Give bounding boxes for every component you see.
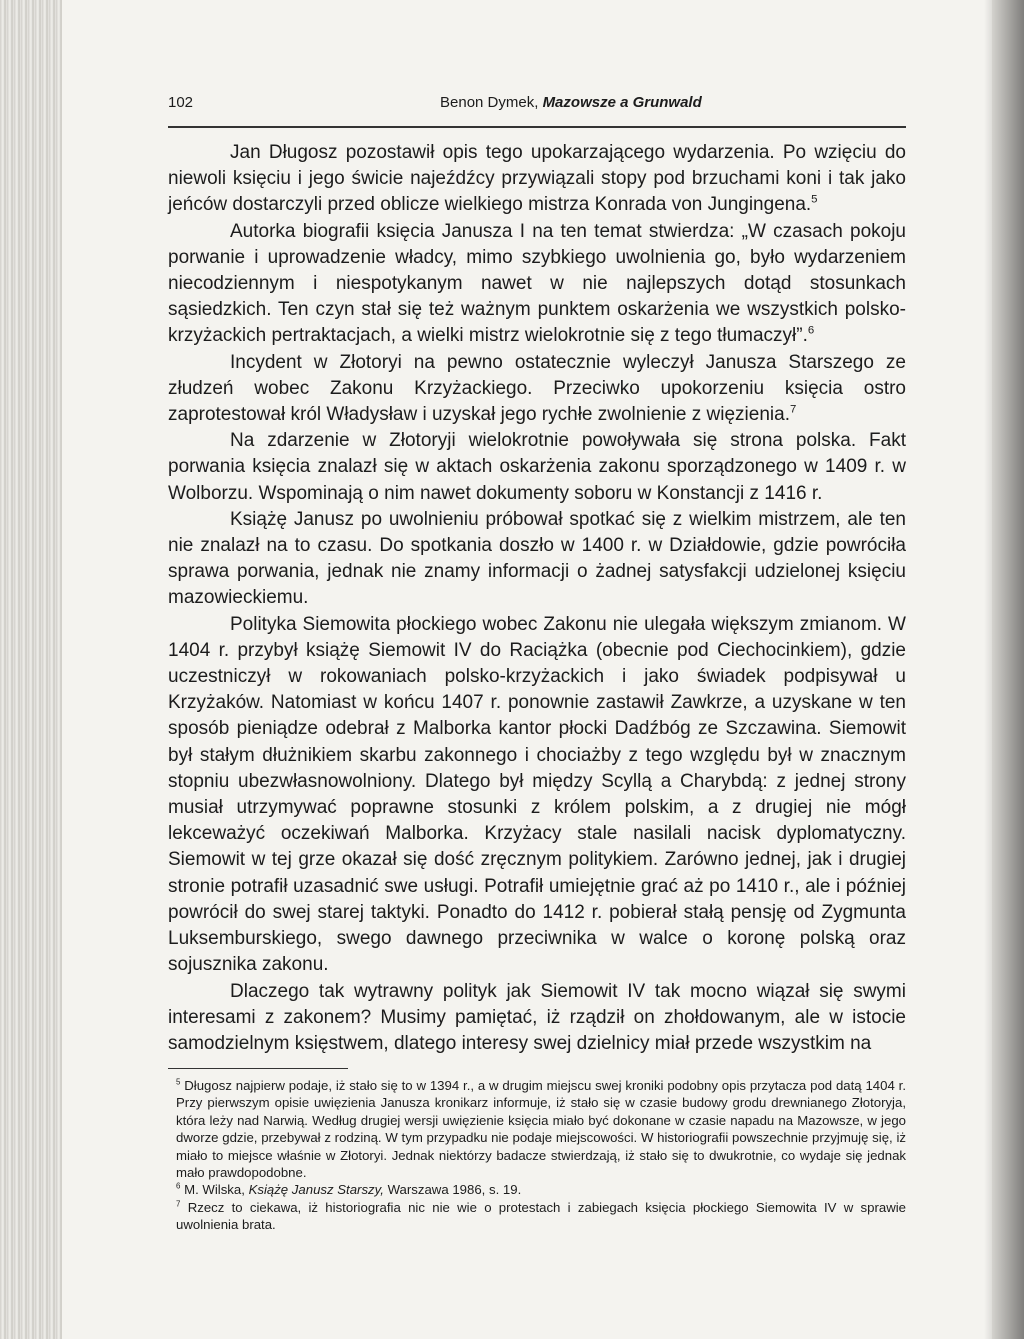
header-work-title: Mazowsze a Grunwald: [542, 94, 702, 111]
paragraph: Dlaczego tak wytrawny polityk jak Siemowit IV tak mocno wiązał się swymi interesami z zakonem? Musimy pamiętać, iż rządził on zhołdowanym, ale w istocie samodzielnym księstwem, dlatego interesy swej dzielnicy miał przede wszystkim na: [168, 980, 906, 1054]
footnote-6: $^6$ M. Wilska, Książę Janusz Starszy, Warszawa 1986, s. 19.: [176, 1182, 522, 1198]
footnote-number: 7: [176, 1199, 181, 1209]
paragraph: Jan Długosz pozostawił opis tego upokarzającego wydarzenia. Po wzięciu do niewoli księciu i jego świcie najeźdźcy przywiązali stopy pod brzuchami koni i tak jako jeńców dostarczyli przed oblicze wielkiego mistrza Konrada von Jungingena.$^5$: [168, 142, 906, 216]
gutter-shadow: [984, 0, 1024, 1339]
footnote-number: 5: [176, 1077, 181, 1087]
footnote-5: $^5$ Długosz najpierw podaje, iż stało się to w 1394 r., a w drugim miejscu swej kroniki podobny opis przytacza pod datą 1404 r. Przy pierwszym opisie uwięzienia Janusza kronikarz informuje, iż stało się w czasie budowy grodu drewnianego Złotoryja, która leży nad Narwią. Według drugiej wersji uwięzienie księcia miało być dokonane w czasie napadu na Mazowsze, w jego dworze gdzie, przebywał z rodziną. W tym przypadku nie podaje miejscowości. W historiografii powszechnie przyjmuję się, iż miało to miejsce właśnie w Złotoryi. Jednak niektórzy badacze stwierdzają, iż stało się to dwukrotnie, co wydaje się jednak mało prawdopodobne.: [176, 1077, 906, 1181]
footnote-rule: [168, 1068, 348, 1069]
paragraph: Autorka biografii księcia Janusza I na ten temat stwierdza: „W czasach pokoju porwanie i uprowadzenie władcy, mimo szybkiego uwolnienia go, było wydarzeniem niecodziennym i niespotykanym nawet w nie najlepszych dotąd stosunkach sąsiedzkich. Ten czyn stał się też ważnym punktem oskarżenia we wszystkich polsko-krzyżackich pertraktacjach, a wielki mistrz wielokrotnie się z tego tłumaczył”.$^6$: [168, 220, 906, 347]
paragraph: Książę Janusz po uwolnieniu próbował spotkać się z wielkim mistrzem, ale ten nie znalazł na to czasu. Do spotkania doszło w 1400 r. w Działdowie, gdzie powróciła sprawa porwania, jednak nie znamy informacji o żadnej satysfakcji udzielonej księciu mazowieckiemu.: [168, 508, 906, 609]
cited-title: Książę Janusz Starszy,: [248, 1182, 384, 1198]
page-number: 102: [168, 94, 194, 111]
footnote-7: $^7$ Rzecz to ciekawa, iż historiografia nic nie wie o protestach i zabiegach księcia płockiego Siemowita IV w sprawie uwolnienia brata.: [176, 1199, 907, 1233]
footnote-number: 6: [176, 1182, 181, 1192]
running-title: [440, 94, 702, 111]
paragraph: Na zdarzenie w Złotoryji wielokrotnie powoływała się strona polska. Fakt porwania księcia znalazł się w aktach oskarżenia zakonu sporządzonego w 1409 r. w Wolborzu. Wspominają o nim nawet dokumenty soboru w Konstancji z 1416 r.: [168, 430, 906, 504]
footnote-ref[interactable]: 6: [807, 325, 815, 338]
footnote-ref[interactable]: 5: [811, 194, 818, 207]
paragraph: Incydent w Złotoryi na pewno ostatecznie wyleczył Janusza Starszego ze złudzeń wobec Zakonu Krzyżackiego. Przeciwko upokorzeniu księcia ostro zaprotestował król Władysław i uzyskał jego rychłe zwolnienie z więzienia.$^7$: [168, 351, 906, 426]
running-header: [168, 94, 906, 128]
body-text: [168, 140, 906, 1057]
footnote-ref[interactable]: 7: [789, 403, 797, 416]
footnotes: [176, 1077, 906, 1234]
header-author: Benon Dymek,: [440, 94, 539, 111]
paragraph: Polityka Siemowita płockiego wobec Zakonu nie ulegała większym zmianom. W 1404 r. przybył książę Siemowit IV do Raciążka (obecnie pod Ciechocinkiem), gdzie uczestniczył w rokowaniach polsko-krzyżackich i jako świadek podpisywał u Krzyżaków. Natomiast w końcu 1407 r. ponownie zastawił Zawkrze, a uzyskane w ten sposób pieniądze odebrał z Malborka kantor płocki Dadźbóg ze Szczawina. Siemowit był stałym dłużnikiem skarbu zakonnego i chociażby z tego względu był w znacznym stopniu ubezwłasnowolniony. Dlatego był między Scyllą a Charybdą: z jednej strony musiał utrzymywać poprawne stosunki z królem polskim, a z drugiej nie mógł lekceważyć oczekiwań Malborka. Krzyżacy stale nasilali nacisk dyplomatyczny. Siemowit w tej grze okazał się dość zręcznym politykiem. Zarówno jednej, jak i drugiej stronie potrafił uzasadnić swe usługi. Potrafił umiejętnie grać aż po 1410 r., ale i później powrócił do swej starej taktyki. Ponadto do 1412 r. pobierał stałą pensję od Zygmunta Luksemburskiego, swego dawnego przeciwnika w walce o koronę polską oraz sojusznika zakonu.: [168, 613, 906, 976]
book-edge: [0, 0, 70, 1339]
